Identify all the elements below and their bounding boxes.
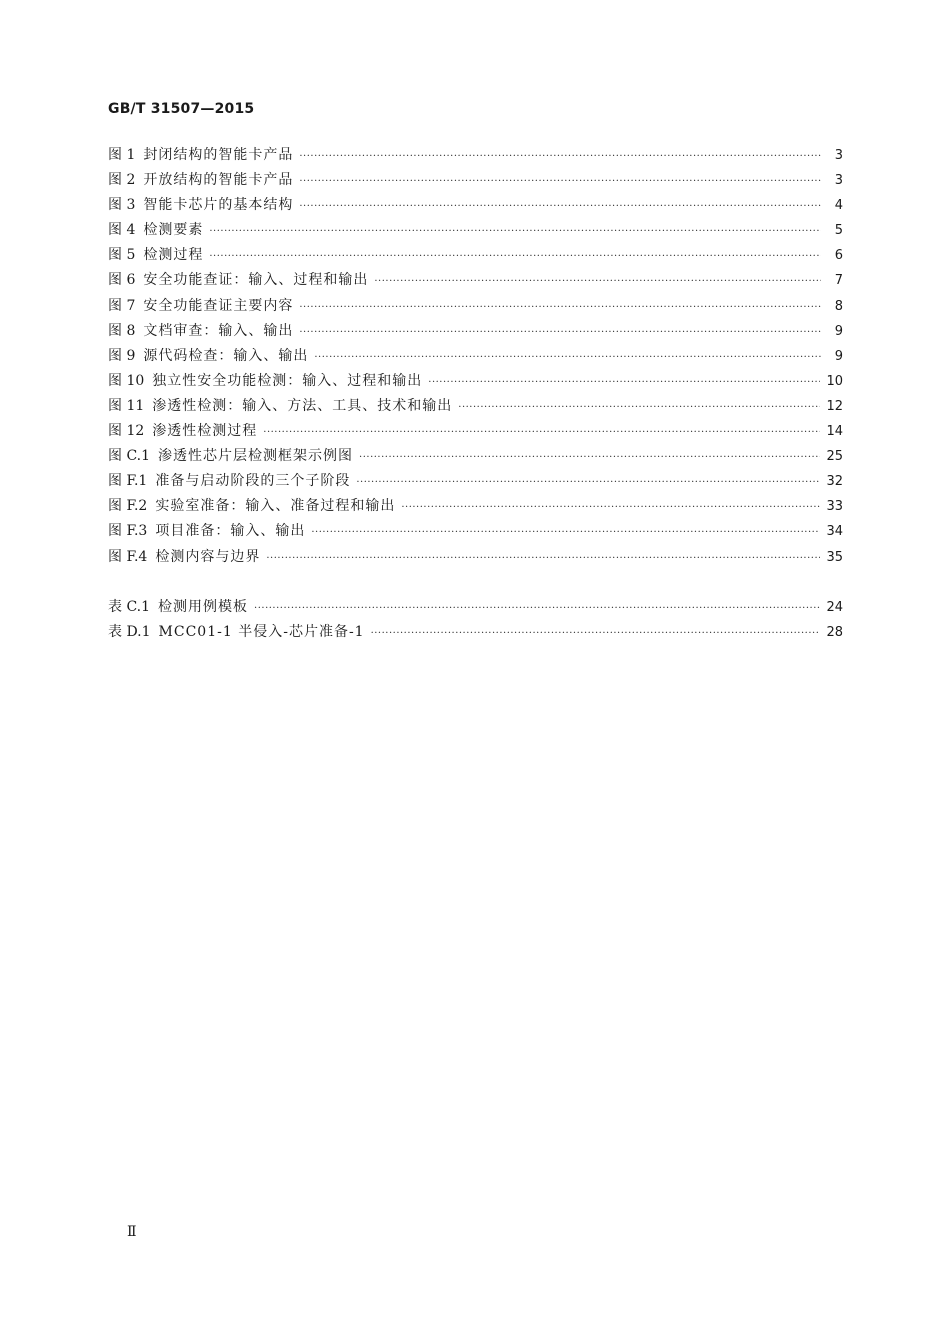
- entry-page-number: 10: [826, 373, 843, 389]
- leader-dots: [299, 320, 821, 345]
- leader-dots: [314, 345, 821, 370]
- figure-entry[interactable]: [108, 143, 843, 168]
- entry-number: 图 8: [108, 322, 136, 339]
- entry-page-number: 14: [826, 424, 843, 440]
- page-number: Ⅱ: [127, 1224, 137, 1240]
- entry-number: 图 C.1: [108, 448, 151, 465]
- entry-number: 图 6: [108, 272, 136, 289]
- table-entry[interactable]: [108, 595, 843, 620]
- entry-label: [108, 369, 422, 394]
- leader-dots: [263, 420, 820, 445]
- entry-label: [108, 419, 257, 444]
- figure-entry[interactable]: [108, 519, 843, 544]
- figure-entry[interactable]: [108, 344, 843, 369]
- entry-page-number: 8: [834, 298, 843, 314]
- leader-dots: [209, 219, 821, 244]
- entry-page-number: 12: [826, 398, 843, 414]
- leader-dots: [359, 445, 820, 470]
- leader-dots: [374, 269, 821, 294]
- entry-title: 封闭结构的智能卡产品: [143, 147, 294, 163]
- entry-number: 图 10: [108, 372, 145, 389]
- entry-title: 准备与启动阶段的三个子阶段: [155, 473, 351, 490]
- entry-label: [108, 168, 293, 193]
- entry-number: 表 C.1: [108, 599, 151, 615]
- entry-label: [108, 469, 350, 494]
- entry-page-number: 32: [826, 474, 843, 490]
- figure-entry[interactable]: [108, 494, 843, 519]
- entry-label: [108, 294, 293, 319]
- entry-label: [108, 319, 293, 344]
- entry-number: 图 2: [108, 172, 136, 189]
- table-entry[interactable]: [108, 620, 843, 645]
- entry-title: 实验室准备：输入、准备过程和输出: [155, 498, 396, 515]
- entry-page-number: 28: [826, 625, 843, 641]
- entry-number: 图 9: [108, 347, 136, 364]
- entry-title: 开放结构的智能卡产品: [143, 172, 294, 189]
- table-list: [108, 595, 843, 645]
- leader-dots: [299, 169, 821, 194]
- entry-number: 图 4: [108, 222, 136, 239]
- entry-title: 检测用例模板: [158, 599, 249, 615]
- entry-label: [108, 519, 305, 544]
- entry-title: 文档审查：输入、输出: [143, 322, 294, 339]
- entry-label: [108, 545, 260, 570]
- entry-number: 图 F.4: [108, 548, 148, 565]
- figure-entry[interactable]: [108, 394, 843, 419]
- entry-number: 图 3: [108, 197, 136, 214]
- entry-title: 检测过程: [143, 247, 204, 264]
- entry-page-number: 3: [834, 148, 843, 163]
- figure-entry[interactable]: [108, 444, 843, 469]
- entry-title: 检测内容与边界: [155, 548, 261, 565]
- entry-title: 独立性安全功能检测：输入、过程和输出: [152, 372, 423, 389]
- figure-list: [108, 143, 843, 570]
- entry-title: 渗透性检测：输入、方法、工具、技术和输出: [152, 397, 453, 414]
- document-header: [108, 101, 254, 117]
- entry-page-number: 7: [834, 273, 843, 289]
- entry-number: 表 D.1: [108, 624, 151, 641]
- entry-page-number: 3: [834, 173, 843, 189]
- leader-dots: [401, 495, 820, 520]
- figure-entry[interactable]: [108, 419, 843, 444]
- figure-entry[interactable]: [108, 218, 843, 243]
- figure-entry[interactable]: [108, 193, 843, 218]
- entry-label: [108, 494, 395, 519]
- leader-dots: [299, 295, 821, 320]
- entry-label: [108, 595, 248, 620]
- entry-title: 渗透性检测过程: [152, 423, 258, 440]
- standard-code: GB/T 31507—2015: [108, 101, 255, 117]
- entry-page-number: 24: [826, 600, 843, 615]
- entry-title: 安全功能查证：输入、过程和输出: [143, 272, 369, 289]
- entry-number: 图 F.2: [108, 498, 148, 515]
- entry-page-number: 35: [826, 549, 843, 565]
- figure-entry[interactable]: [108, 268, 843, 293]
- entry-page-number: 9: [834, 348, 843, 364]
- leader-dots: [428, 370, 820, 395]
- leader-dots: [254, 596, 820, 621]
- entry-page-number: 33: [826, 499, 843, 515]
- entry-page-number: 34: [826, 524, 843, 540]
- entry-label: [108, 218, 203, 243]
- entry-number: 图 F.3: [108, 523, 148, 540]
- entry-title: 检测要素: [143, 222, 204, 239]
- leader-dots: [458, 395, 820, 420]
- entry-title: 渗透性芯片层检测框架示例图: [158, 448, 354, 465]
- entry-number: 图 1: [108, 147, 136, 163]
- entry-label: [108, 143, 293, 168]
- entry-label: [108, 243, 203, 268]
- entry-label: [108, 444, 353, 469]
- entry-title: MCC01-1 半侵入-芯片准备-1: [158, 624, 365, 641]
- entry-number: 图 5: [108, 247, 136, 264]
- entry-number: 图 12: [108, 423, 145, 440]
- figure-entry[interactable]: [108, 369, 843, 394]
- entry-number: 图 11: [108, 397, 145, 414]
- entry-label: [108, 344, 308, 369]
- leader-dots: [371, 621, 821, 646]
- leader-dots: [299, 194, 821, 219]
- entry-label: [108, 620, 365, 645]
- entry-label: [108, 394, 452, 419]
- entry-page-number: 4: [834, 198, 843, 214]
- entry-page-number: 25: [826, 449, 843, 465]
- leader-dots: [311, 520, 820, 545]
- entry-page-number: 5: [834, 223, 843, 239]
- figure-entry[interactable]: [108, 469, 843, 494]
- entry-label: [108, 268, 368, 293]
- entry-title: 项目准备：输入、输出: [155, 523, 306, 540]
- figure-entry[interactable]: [108, 545, 843, 570]
- entry-title: 智能卡芯片的基本结构: [143, 197, 294, 214]
- entry-title: 安全功能查证主要内容: [143, 297, 294, 314]
- leader-dots: [356, 470, 820, 495]
- leader-dots: [266, 546, 820, 571]
- leader-dots: [209, 244, 821, 269]
- entry-number: 图 F.1: [108, 473, 148, 490]
- entry-title: 源代码检查：输入、输出: [143, 347, 309, 364]
- entry-page-number: 9: [834, 323, 843, 339]
- entry-number: 图 7: [108, 297, 136, 314]
- entry-page-number: 6: [834, 248, 843, 264]
- figure-entry[interactable]: [108, 243, 843, 268]
- figure-entry[interactable]: [108, 168, 843, 193]
- entry-label: [108, 193, 293, 218]
- figure-entry[interactable]: [108, 319, 843, 344]
- leader-dots: [299, 144, 821, 169]
- figure-entry[interactable]: [108, 294, 843, 319]
